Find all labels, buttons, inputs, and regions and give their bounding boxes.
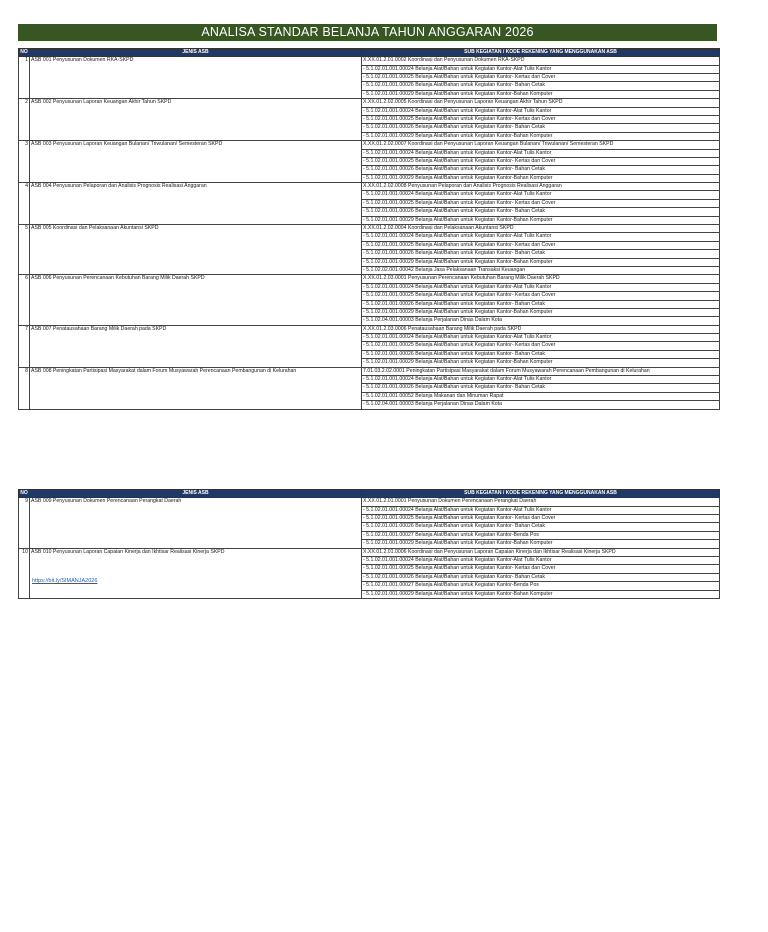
asb-table-2 [18,489,720,599]
asb-table-1 [18,48,720,410]
jenis-asb-cell: ASB 009 Penyusunan Dokumen Perencanaan Perangkat Daerah [30,498,362,548]
kode-rekening-cell: - 5.1.02.01.001.00024 Belanja Alat/Bahan untuk Kegiatan Kantor-Alat Tulis Kantor [362,283,720,291]
page-title: ANALISA STANDAR BELANJA TAHUN ANGGARAN 2026 [18,24,717,41]
table-body [19,498,720,599]
jenis-asb-cell: ASB 008 Peningkatan Partisipasi Masyarakat dalam Forum Musyawarah Perencanaan Pembangunan di Kelurahan [30,367,362,409]
kode-rekening-cell: - 5.1.02.01.001.00052 Belanja Makanan dan Minuman Rapat [362,392,720,400]
sub-kegiatan-cell: 7.01.03.2.02.0001 Peningkatan Partisipasi Masyarakat dalam Forum Musyawarah Perencanaan Pembangunan di Kelurahan [362,367,720,375]
kode-rekening-cell: - 5.1.02.01.001.00025 Belanja Alat/Bahan untuk Kegiatan Kantor- Kertas dan Cover [362,292,720,300]
kode-rekening-cell: - 5.1.02.01.001.00024 Belanja Alat/Bahan untuk Kegiatan Kantor-Alat Tulis Kantor [362,107,720,115]
sub-kegiatan-cell: X.XX.01.2.01.0006 Koordinasi dan Penyusunan Laporan Capaian Kinerja dan Ikhtisar Realisasi Kinerja SKPD [362,548,720,556]
kode-rekening-cell: - 5.1.02.01.001.00025 Belanja Alat/Bahan untuk Kegiatan Kantor- Kertas dan Cover [362,241,720,249]
sub-kegiatan-cell: X.XX.01.2.03.0006 Penatausahaan Barang Milik Daerah pada SKPD [362,325,720,333]
row-number: 7 [19,325,30,367]
table-row [19,141,720,149]
row-number: 6 [19,275,30,325]
kode-rekening-cell: - 5.1.02.01.001.00025 Belanja Alat/Bahan untuk Kegiatan Kantor- Kertas dan Cover [362,342,720,350]
jenis-asb-cell: ASB 002 Penyusunan Laporan Keuangan Akhir Tahun SKPD [30,99,362,141]
jenis-asb-cell: ASB 010 Penyusunan Laporan Capaian Kinerja dan Ikhtisar Realisasi Kinerja SKPD [30,548,362,598]
kode-rekening-cell: - 5.1.02.01.001.00025 Belanja Alat/Bahan untuk Kegiatan Kantor- Kertas dan Cover [362,199,720,207]
table-row [19,548,720,556]
kode-rekening-cell: - 5.1.02.01.001.00025 Belanja Alat/Bahan untuk Kegiatan Kantor- Kertas dan Cover [362,73,720,81]
sub-kegiatan-cell: X.XX.01.2.01.0002 Koordinasi dan Penyusunan Dokumen RKA-SKPD [362,57,720,65]
kode-rekening-cell: - 5.1.02.01.001.00024 Belanja Alat/Bahan untuk Kegiatan Kantor-Alat Tulis Kantor [362,149,720,157]
kode-rekening-cell: - 5.1.02.01.001.00025 Belanja Alat/Bahan untuk Kegiatan Kantor- Kertas dan Cover [362,115,720,123]
table-body [19,57,720,409]
row-number: 2 [19,99,30,141]
kode-rekening-cell: - 5.1.02.04.001.00003 Belanja Perjalanan Dinas Dalam Kota [362,317,720,325]
kode-rekening-cell: - 5.1.02.01.001.00029 Belanja Alat/Bahan untuk Kegiatan Kantor-Bahan Komputer [362,308,720,316]
kode-rekening-cell: - 5.1.02.01.001.00029 Belanja Alat/Bahan untuk Kegiatan Kantor-Bahan Komputer [362,590,720,598]
sub-kegiatan-cell: X.XX.01.2.02.0008 Penyusunan Pelaporan dan Analisis Prognosis Realisasi Anggaran [362,183,720,191]
row-number: 8 [19,367,30,409]
kode-rekening-cell: - 5.1.02.01.001.00026 Belanja Alat/Bahan untuk Kegiatan Kantor- Bahan Cetak [362,208,720,216]
kode-rekening-cell: - 5.1.02.01.001.00024 Belanja Alat/Bahan untuk Kegiatan Kantor-Alat Tulis Kantor [362,65,720,73]
kode-rekening-cell: - 5.1.02.01.001.00026 Belanja Alat/Bahan untuk Kegiatan Kantor- Bahan Cetak [362,166,720,174]
kode-rekening-cell: - 5.1.02.01.001.00029 Belanja Alat/Bahan untuk Kegiatan Kantor-Bahan Komputer [362,174,720,182]
kode-rekening-cell: - 5.1.02.02.001.00042 Belanja Jasa Pelaksanaan Transaksi Keuangan [362,266,720,274]
row-number: 4 [19,183,30,225]
kode-rekening-cell: - 5.1.02.01.001.00026 Belanja Alat/Bahan untuk Kegiatan Kantor- Bahan Cetak [362,82,720,90]
row-number: 10 [19,548,30,598]
header-jenis-asb: JENIS ASB [30,49,362,57]
simanja-link[interactable]: https://bit.ly/SIMANJA2026 [32,578,98,584]
kode-rekening-cell: - 5.1.02.01.001.00027 Belanja Alat/Bahan untuk Kegiatan Kantor-Benda Pos [362,531,720,539]
header-no: NO [20,49,28,55]
jenis-asb-cell: ASB 007 Penatausahaan Barang Milik Daerah pada SKPD [30,325,362,367]
kode-rekening-cell: - 5.1.02.01.001.00024 Belanja Alat/Bahan untuk Kegiatan Kantor-Alat Tulis Kantor [362,556,720,564]
kode-rekening-cell: - 5.1.02.01.001.00026 Belanja Alat/Bahan untuk Kegiatan Kantor- Bahan Cetak [362,124,720,132]
row-number: 9 [19,498,30,548]
row-number: 5 [19,225,30,275]
kode-rekening-cell: - 5.1.02.01.001.00029 Belanja Alat/Bahan untuk Kegiatan Kantor-Bahan Komputer [362,90,720,98]
jenis-asb-cell: ASB 003 Penyusunan Laporan Keuangan Bulanan/ Triwulanan/ Semesteran SKPD [30,141,362,183]
kode-rekening-cell: - 5.1.02.01.001.00027 Belanja Alat/Bahan untuk Kegiatan Kantor-Benda Pos [362,582,720,590]
table-row [19,99,720,107]
table-row [19,325,720,333]
kode-rekening-cell: - 5.1.02.01.001.00024 Belanja Alat/Bahan untuk Kegiatan Kantor-Alat Tulis Kantor [362,233,720,241]
header-sub-kegiatan: SUB KEGIATAN / KODE REKENING YANG MENGGUNAKAN ASB [362,49,720,57]
kode-rekening-cell: - 5.1.02.01.001.00029 Belanja Alat/Bahan untuk Kegiatan Kantor-Bahan Komputer [362,132,720,140]
sub-kegiatan-cell: X.XX.01.2.01.0001 Penyusunan Dokumen Perencanaan Perangkat Daerah [362,498,720,506]
jenis-asb-cell: ASB 001 Penyusunan Dokumen RKA-SKPD [30,57,362,99]
kode-rekening-cell: - 5.1.02.01.001.00024 Belanja Alat/Bahan untuk Kegiatan Kantor-Alat Tulis Kantor [362,506,720,514]
header-no: NO [20,490,28,496]
table-header-row [19,490,720,498]
kode-rekening-cell: - 5.1.02.01.001.00029 Belanja Alat/Bahan untuk Kegiatan Kantor-Bahan Komputer [362,359,720,367]
sub-kegiatan-cell: X.XX.01.2.03.0001 Penyusunan Perencanaan Kebutuhan Barang Milik Daerah SKPD [362,275,720,283]
kode-rekening-cell: - 5.1.02.01.001.00026 Belanja Alat/Bahan untuk Kegiatan Kantor- Bahan Cetak [362,523,720,531]
sub-kegiatan-cell: X.XX.01.2.02.0004 Koordinasi dan Pelaksanaan Akuntansi SKPD [362,225,720,233]
jenis-asb-cell: ASB 006 Penyusunan Perencanaan Kebutuhan Barang Milik Daerah SKPD [30,275,362,325]
kode-rekening-cell: - 5.1.02.01.001.00026 Belanja Alat/Bahan untuk Kegiatan Kantor- Bahan Cetak [362,250,720,258]
kode-rekening-cell: - 5.1.02.01.001.00026 Belanja Alat/Bahan untuk Kegiatan Kantor- Bahan Cetak [362,300,720,308]
kode-rekening-cell: - 5.1.02.01.001.00024 Belanja Alat/Bahan untuk Kegiatan Kantor-Alat Tulis Kantor [362,191,720,199]
table-row [19,225,720,233]
table-header-row [19,49,720,57]
sub-kegiatan-cell: X.XX.01.2.02.0007 Koordinasi dan Penyusunan Laporan Keuangan Bulanan/ Triwulanan/ Semesteran SKPD [362,141,720,149]
kode-rekening-cell: - 5.1.02.04.001.00003 Belanja Perjalanan Dinas Dalam Kota [362,401,720,409]
kode-rekening-cell: - 5.1.02.01.001.00026 Belanja Alat/Bahan untuk Kegiatan Kantor- Bahan Cetak [362,573,720,581]
kode-rekening-cell: - 5.1.02.01.001.00026 Belanja Alat/Bahan untuk Kegiatan Kantor- Bahan Cetak [362,384,720,392]
kode-rekening-cell: - 5.1.02.01.001.00029 Belanja Alat/Bahan untuk Kegiatan Kantor-Bahan Komputer [362,540,720,548]
row-number: 1 [19,57,30,99]
kode-rekening-cell: - 5.1.02.01.001.00029 Belanja Alat/Bahan untuk Kegiatan Kantor-Bahan Komputer [362,258,720,266]
table-row [19,183,720,191]
jenis-asb-cell: ASB 005 Koordinasi dan Pelaksanaan Akuntansi SKPD [30,225,362,275]
table-row [19,57,720,65]
row-number: 3 [19,141,30,183]
sub-kegiatan-cell: X.XX.01.2.02.0005 Koordinasi dan Penyusunan Laporan Keuangan Akhir Tahun SKPD [362,99,720,107]
table-row [19,275,720,283]
kode-rekening-cell: - 5.1.02.01.001.00024 Belanja Alat/Bahan untuk Kegiatan Kantor-Alat Tulis Kantor [362,334,720,342]
header-sub-kegiatan: SUB KEGIATAN / KODE REKENING YANG MENGGUNAKAN ASB [362,490,720,498]
table-row [19,498,720,506]
kode-rekening-cell: - 5.1.02.01.001.00025 Belanja Alat/Bahan untuk Kegiatan Kantor- Kertas dan Cover [362,157,720,165]
table-row [19,367,720,375]
header-jenis-asb: JENIS ASB [30,490,362,498]
kode-rekening-cell: - 5.1.02.01.001.00029 Belanja Alat/Bahan untuk Kegiatan Kantor-Bahan Komputer [362,216,720,224]
kode-rekening-cell: - 5.1.02.01.001.00026 Belanja Alat/Bahan untuk Kegiatan Kantor- Bahan Cetak [362,350,720,358]
kode-rekening-cell: - 5.1.02.01.001.00024 Belanja Alat/Bahan untuk Kegiatan Kantor-Alat Tulis Kantor [362,376,720,384]
kode-rekening-cell: - 5.1.02.01.001.00025 Belanja Alat/Bahan untuk Kegiatan Kantor- Kertas dan Cover [362,565,720,573]
kode-rekening-cell: - 5.1.02.01.001.00025 Belanja Alat/Bahan untuk Kegiatan Kantor- Kertas dan Cover [362,514,720,522]
jenis-asb-cell: ASB 004 Penyusunan Pelaporan dan Analisis Prognosis Realisasi Anggaran [30,183,362,225]
